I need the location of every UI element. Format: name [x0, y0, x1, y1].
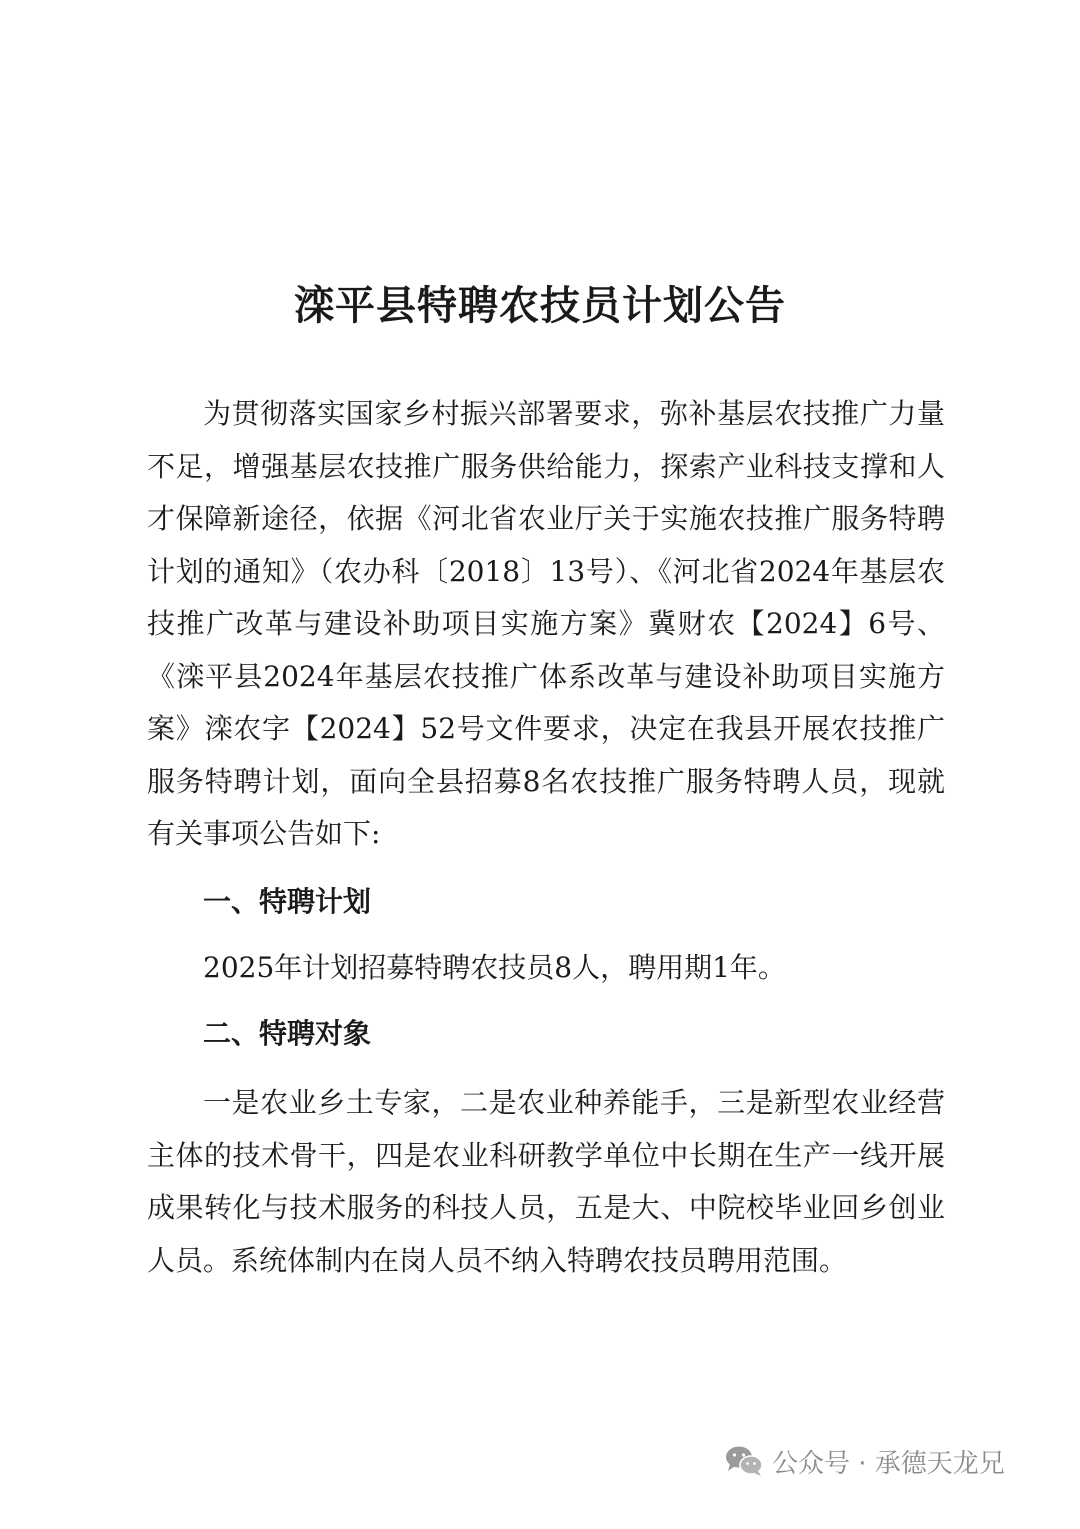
section-body-plan: 2025年计划招募特聘农技员8人，聘用期1年。 [203, 951, 786, 984]
intro-paragraph: 为贯彻落实国家乡村振兴部署要求，弥补基层农技推广力量不足，增强基层农技推广服务供给能力，探索产业科技支撑和人才保障新途径，依据《河北省农业厅关于实施农技推广服务特聘计划的通知》（农办科〔2018〕13号）、《河北省2024年基层农技推广改革与建设补助项目实施方案》冀财农【2024】6号、《滦平县2024年基层农技推广体系改革与建设补助项目实施方案》滦农字【2024】52号文件要求，决定在我县开展农技推广服务特聘计划，面向全县招募8名农技推广服务特聘人员，现就有关事项公告如下: [147, 397, 945, 850]
watermark [724, 1441, 1005, 1481]
section-heading-targets: 二、特聘对象 [203, 1017, 372, 1050]
document-title: 滦平县特聘农技员计划公告 [294, 282, 786, 329]
section-heading-plan: 一、特聘计划 [203, 885, 372, 918]
wechat-icon [724, 1444, 764, 1478]
section-body-targets: 一是农业乡土专家，二是农业种养能手，三是新型农业经营主体的技术骨干，四是农业科研教学单位中长期在生产一线开展成果转化与技术服务的科技人员，五是大、中院校毕业回乡创业人员。系统体制内在岗人员不纳入特聘农技员聘用范围。 [147, 1086, 945, 1277]
watermark-text: 公众号 · 承德天龙兄 [772, 1448, 1005, 1479]
